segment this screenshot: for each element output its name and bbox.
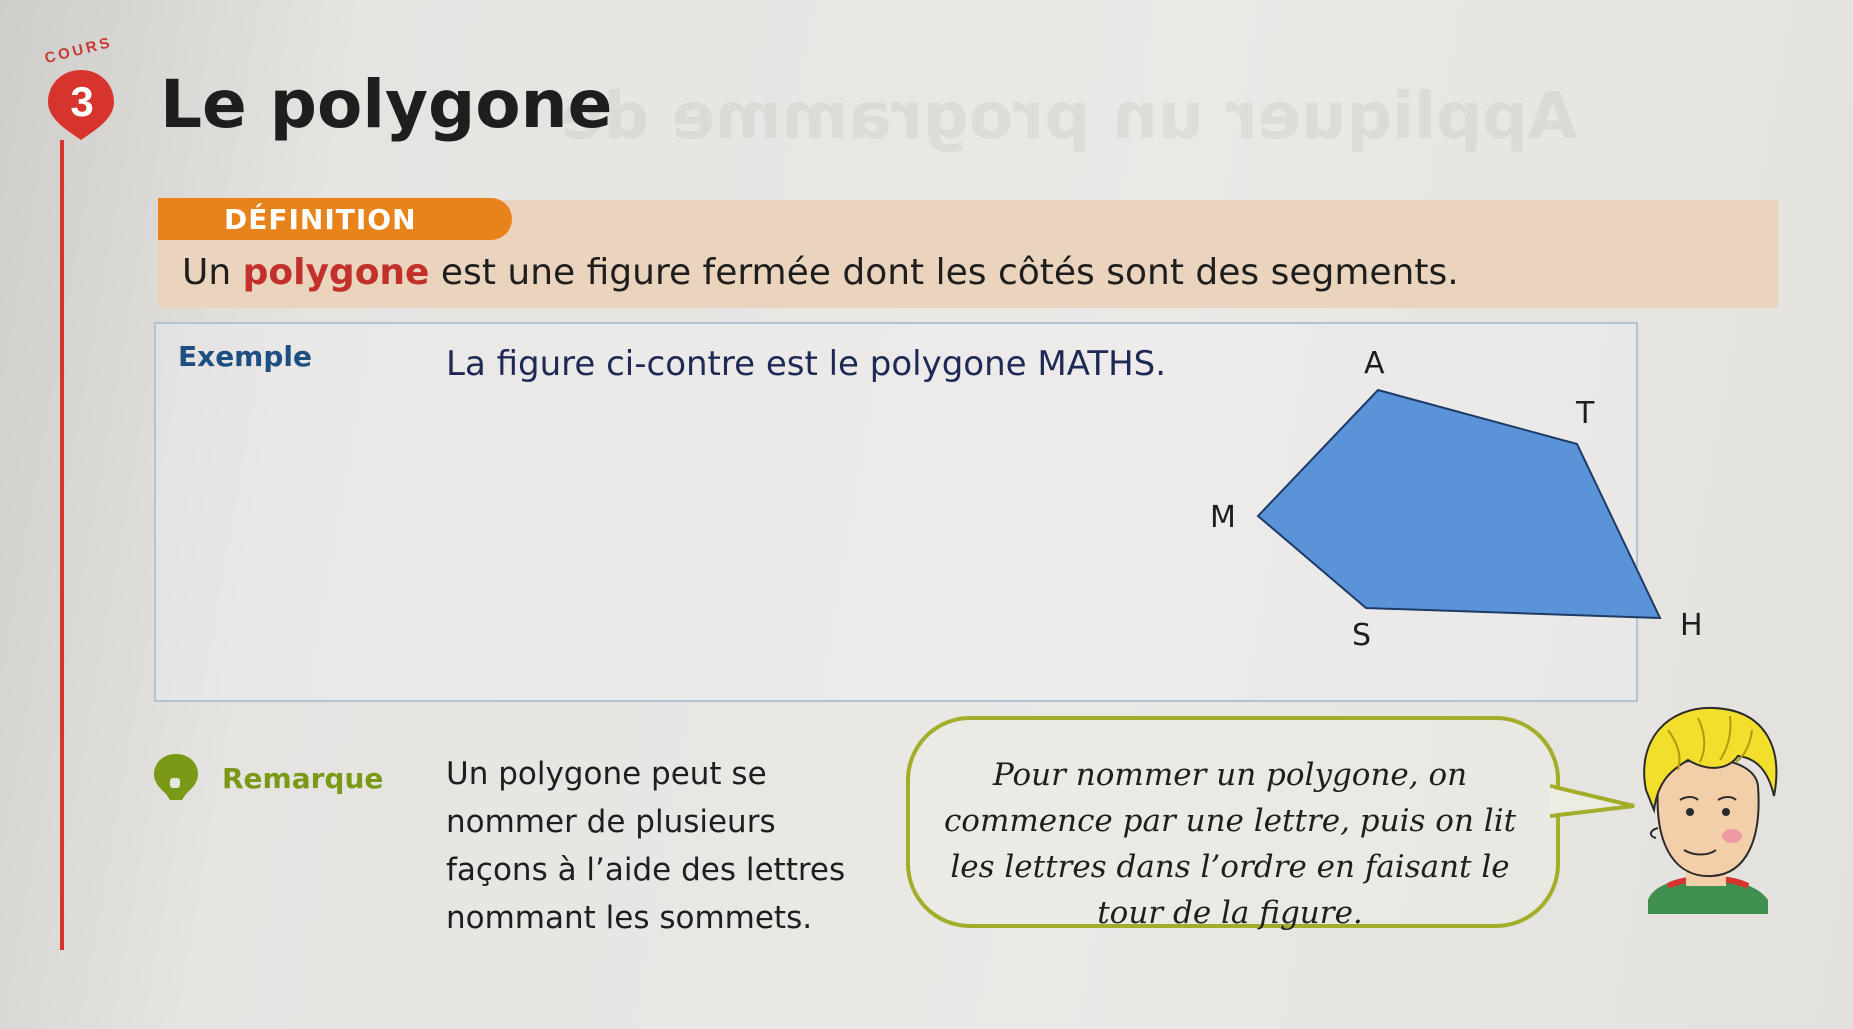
remark-text: Un polygone peut se nommer de plusieurs façons à l’aide des lettres nommant les sommets. bbox=[446, 756, 846, 936]
example-text: La figure ci-contre est le polygone MATHS. bbox=[446, 344, 1167, 384]
section-label: COURS bbox=[42, 33, 115, 68]
vertex-label-h: H bbox=[1680, 608, 1703, 643]
speech-bubble-text: Pour nommer un polygone, on commence par une lettre, puis on lit les lettres dans l’ordre en faisant le tour de la figure. bbox=[943, 757, 1517, 931]
definition-text bbox=[182, 252, 1459, 293]
speech-bubble-tail bbox=[1550, 770, 1640, 830]
polygon-maths-shape bbox=[1258, 390, 1660, 618]
definition-keyword: polygone bbox=[242, 252, 430, 293]
vertex-label-m: M bbox=[1210, 500, 1236, 535]
lightbulb-icon bbox=[152, 752, 200, 802]
definition-tab-label: DÉFINITION bbox=[224, 203, 417, 236]
section-number: 3 bbox=[70, 78, 94, 125]
polygon-maths-figure bbox=[1180, 340, 1740, 660]
page-title: Le polygone bbox=[160, 66, 613, 143]
definition-text-start: Un bbox=[182, 252, 243, 293]
show-through-text: Appliquer un programme de bbox=[560, 80, 1578, 154]
remark-label: Remarque bbox=[222, 762, 384, 795]
cartoon-boy-illustration bbox=[1628, 700, 1788, 914]
vertex-label-a: A bbox=[1364, 346, 1385, 381]
section-spine-line bbox=[60, 140, 64, 950]
definition-text-end: est une figure fermée dont les côtés sont des segments. bbox=[429, 252, 1459, 293]
example-label: Exemple bbox=[178, 340, 312, 373]
vertex-label-s: S bbox=[1352, 618, 1372, 653]
vertex-label-t: T bbox=[1576, 396, 1595, 431]
